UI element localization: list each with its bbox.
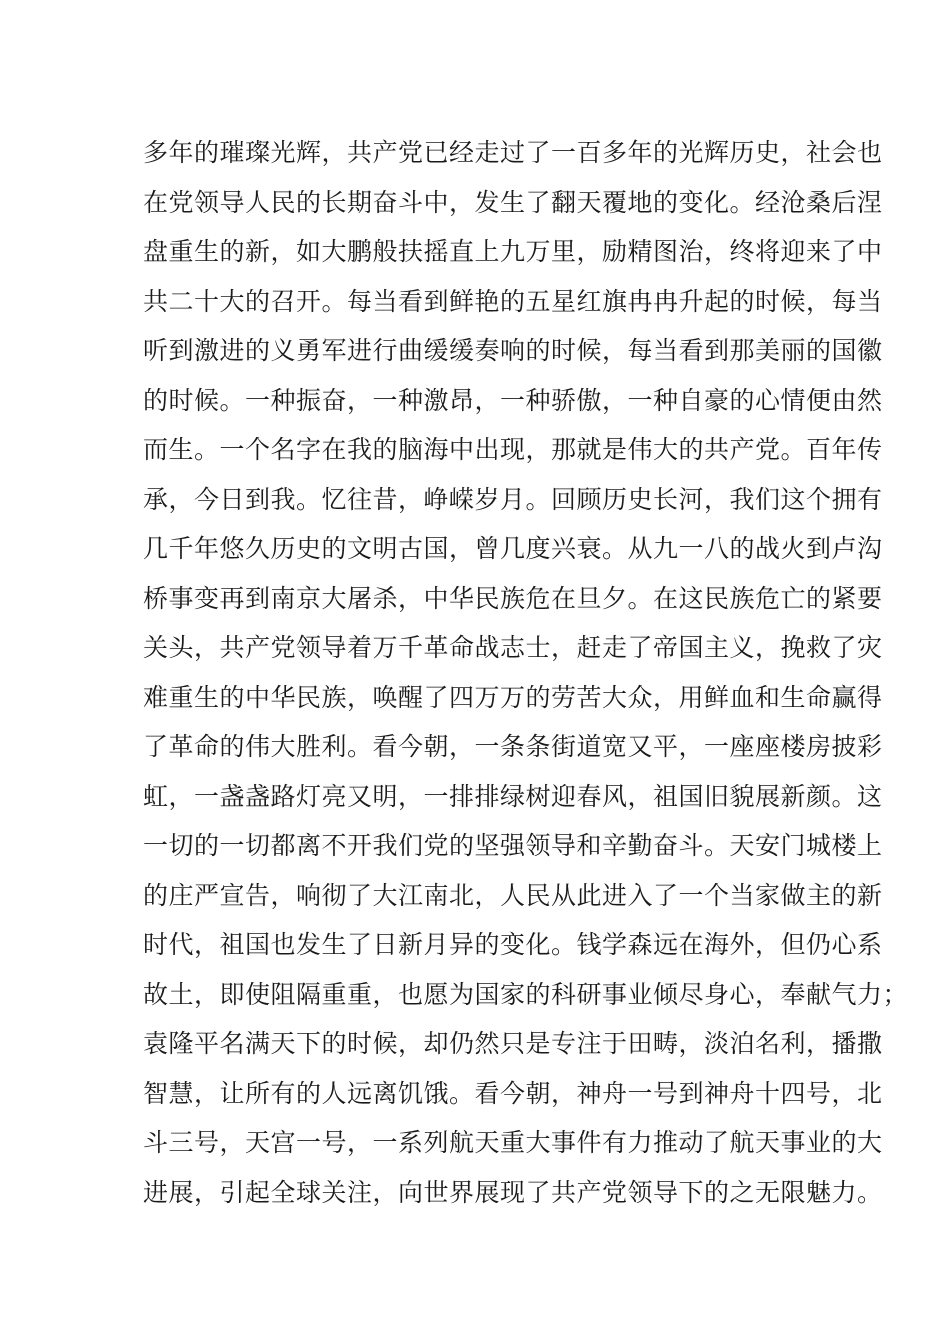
text-line: 承，今日到我。忆往昔，峥嵘岁月。回顾历史长河，我们这个拥有 — [143, 484, 883, 514]
text-line: 在党领导人民的长期奋斗中，发生了翻天覆地的变化。经沧桑后涅 — [143, 187, 883, 217]
body-text — [143, 128, 909, 1217]
text-line: 时代，祖国也发生了日新月异的变化。钱学森远在海外，但仍心系 — [143, 930, 883, 959]
text-line: 而生。一个名字在我的脑海中出现，那就是伟大的共产党。百年传 — [143, 435, 883, 464]
text-line: 听到激进的义勇军进行曲缓缓奏响的时候，每当看到那美丽的国徽 — [143, 336, 883, 365]
text-line: 虹，一盏盏路灯亮又明，一排排绿树迎春风，祖国旧貌展新颜。这 — [143, 781, 883, 811]
text-line: 进展，引起全球关注，向世界展现了共产党领导下的之无限魅力。 — [143, 1177, 883, 1207]
text-line: 难重生的中华民族，唤醒了四万万的劳苦大众，用鲜血和生命赢得 — [143, 682, 883, 712]
text-line: 故土，即使阻隔重重，也愿为国家的科研事业倾尽身心，奉献气力； — [143, 979, 909, 1009]
text-line: 共二十大的召开。每当看到鲜艳的五星红旗冉冉升起的时候，每当 — [143, 286, 883, 316]
text-line: 的庄严宣告，响彻了大江南北，人民从此进入了一个当家做主的新 — [143, 880, 883, 910]
text-line: 盘重生的新，如大鹏般扶摇直上九万里，励精图治，终将迎来了中 — [143, 237, 883, 266]
text-line: 几千年悠久历史的文明古国，曾几度兴衰。从九一八的战火到卢沟 — [143, 534, 883, 563]
text-line: 袁隆平名满天下的时候，却仍然只是专注于田畴，淡泊名利，播撒 — [143, 1029, 883, 1058]
text-line: 的时候。一种振奋，一种激昂，一种骄傲，一种自豪的心情便由然 — [143, 385, 883, 415]
text-line: 多年的璀璨光辉，共产党已经走过了一百多年的光辉历史，社会也 — [143, 138, 883, 167]
text-line: 了革命的伟大胜利。看今朝，一条条街道宽又平，一座座楼房披彩 — [143, 732, 883, 761]
text-line: 一切的一切都离不开我们党的坚强领导和辛勤奋斗。天安门城楼上 — [143, 831, 883, 860]
text-line: 桥事变再到南京大屠杀，中华民族危在旦夕。在这民族危亡的紧要 — [143, 583, 883, 613]
text-line: 关头，共产党领导着万千革命战志士，赶走了帝国主义，挽救了灾 — [143, 633, 883, 662]
text-line: 斗三号，天宫一号，一系列航天重大事件有力推动了航天事业的大 — [143, 1128, 883, 1157]
text-line: 智慧，让所有的人远离饥饿。看今朝，神舟一号到神舟十四号，北 — [143, 1078, 883, 1108]
